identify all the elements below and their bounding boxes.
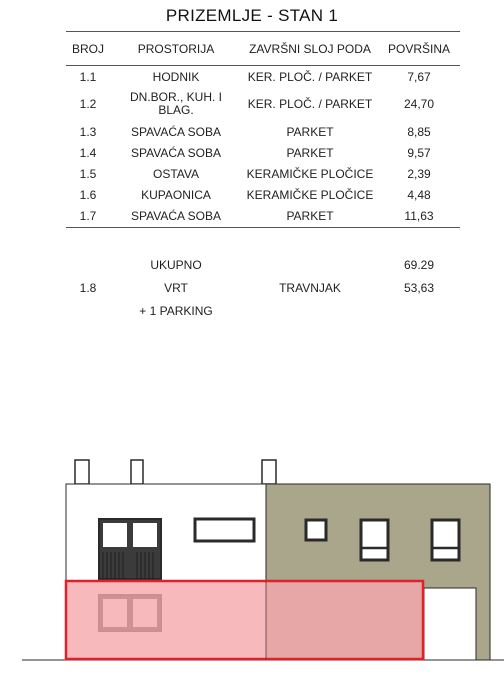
page-title: PRIZEMLJE - STAN 1 [165,6,339,25]
row-povrsina: 8,85 [407,125,431,139]
garden-povrsina: 53,63 [403,281,435,295]
window-tall [432,520,459,560]
window-pane [133,523,157,547]
header-povrsina: POVRŠINA [387,42,450,56]
row-prostorija: SPAVAĆA SOBA [130,146,222,160]
row-pod: KER. PLOČ. / PARKET [247,70,373,84]
apartment-highlight [66,581,423,659]
row-pod: KER. PLOČ. / PARKET [247,97,373,111]
garden-broj: 1.8 [79,281,97,295]
window-small [306,520,326,540]
header-broj: BROJ [71,42,104,56]
window-pane [103,523,127,547]
garden-pod: TRAVNJAK [279,281,341,295]
row-pod: PARKET [286,125,334,139]
row-pod: KERAMIČKE PLOČICE [246,167,374,181]
row-prostorija: DN.BOR., KUH. I BLAG. [129,90,222,117]
header-prostorija: PROSTORIJA [137,42,215,56]
row-pod: PARKET [286,209,334,223]
row-povrsina: 24,70 [403,97,435,111]
row-povrsina: 4,48 [407,188,431,202]
total-value: 69.29 [403,258,435,272]
row-broj: 1.3 [79,125,97,139]
chimney [75,460,89,484]
row-povrsina: 11,63 [404,209,434,223]
row-povrsina: 9,57 [407,146,431,160]
row-prostorija: HODNIK [152,70,200,84]
row-broj: 1.1 [79,70,97,84]
row-broj: 1.4 [79,146,97,160]
row-prostorija: SPAVAĆA SOBA [130,125,222,139]
garden-prostorija: VRT [164,281,188,295]
parking-note: + 1 PARKING [139,304,213,318]
building-elevation [0,440,504,690]
row-pod: KERAMIČKE PLOČICE [246,188,374,202]
row-prostorija: OSTAVA [152,167,199,181]
garage-opening [424,588,476,660]
total-label: UKUPNO [150,258,202,272]
row-broj: 1.7 [79,209,97,223]
row-povrsina: 7,67 [407,70,431,84]
table-header-rule [66,65,460,66]
table-bottom-rule [66,227,460,228]
chimney [262,460,276,484]
row-broj: 1.5 [79,167,97,181]
table-top-rule [66,31,460,32]
row-broj: 1.6 [79,188,97,202]
row-povrsina: 2,39 [407,167,431,181]
row-prostorija: SPAVAĆA SOBA [130,209,222,223]
window-horizontal [195,519,254,541]
header-pod: ZAVRŠNI SLOJ PODA [249,42,371,56]
chimney [131,460,143,484]
row-broj: 1.2 [79,97,97,111]
row-pod: PARKET [286,146,334,160]
window-tall [361,520,388,560]
row-prostorija: KUPAONICA [141,188,211,202]
